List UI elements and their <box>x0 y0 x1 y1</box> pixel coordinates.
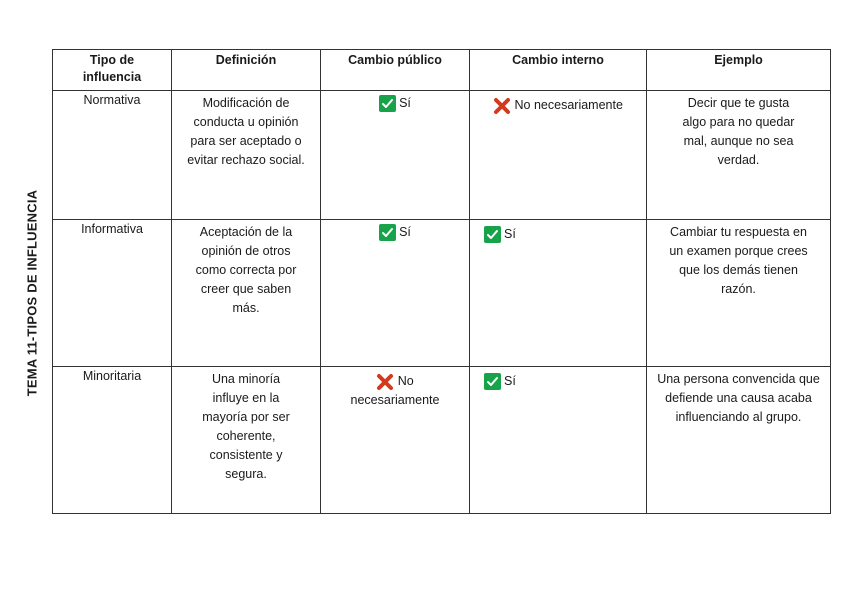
header-internal-change: Cambio interno <box>470 50 647 91</box>
influence-table <box>52 49 831 514</box>
public-change-text: No necesariamente <box>350 374 440 407</box>
internal-change-text: Sí <box>504 227 516 241</box>
cell-type <box>53 220 172 367</box>
cell-public-change <box>321 367 470 514</box>
cell-example <box>647 220 831 367</box>
side-title: TEMA 11-TIPOS DE INFLUENCIA <box>24 189 40 397</box>
public-change-mark <box>379 94 411 113</box>
public-change-mark <box>379 223 411 242</box>
header-type: Tipo de influencia <box>53 50 172 91</box>
type-label: Informativa <box>81 222 143 236</box>
cell-definition <box>172 367 321 514</box>
example-text: Decir que te gusta algo para no quedar mal, aunque no sea verdad. <box>682 96 795 167</box>
cell-definition <box>172 220 321 367</box>
check-icon <box>379 95 396 112</box>
table-row <box>53 91 831 220</box>
type-label: Minoritaria <box>82 369 142 383</box>
cross-icon <box>493 98 514 112</box>
cell-public-change <box>321 220 470 367</box>
type-label: Normativa <box>83 93 141 107</box>
example-text: Cambiar tu respuesta en un examen porque crees que los demás tienen razón. <box>669 225 808 296</box>
cell-type <box>53 91 172 220</box>
cell-public-change <box>321 91 470 220</box>
definition-text: Aceptación de la opinión de otros como correcta por creer que saben más. <box>195 225 297 315</box>
internal-change-text: No necesariamente <box>514 98 623 112</box>
public-change-text: Sí <box>399 96 411 110</box>
example-text: Una persona convencida que defiende una causa acaba influenciando al grupo. <box>657 372 820 424</box>
internal-change-mark <box>484 225 516 244</box>
definition-text: Modificación de conducta u opinión para ser aceptado o evitar rechazo social. <box>187 96 305 167</box>
header-public-change: Cambio público <box>321 50 470 91</box>
definition-text: Una minoría influye en la mayoría por ser coherente, consistente y segura. <box>202 372 290 481</box>
header-example: Ejemplo <box>647 50 831 91</box>
cell-example <box>647 367 831 514</box>
public-change-text: Sí <box>399 225 411 239</box>
check-icon <box>484 226 501 243</box>
internal-change-text: Sí <box>504 374 516 388</box>
check-icon <box>484 373 501 390</box>
check-icon <box>379 224 396 241</box>
table-row <box>53 220 831 367</box>
header-row <box>53 50 831 91</box>
internal-change-mark <box>484 372 516 391</box>
cell-internal-change <box>470 91 647 220</box>
cross-icon <box>376 374 397 388</box>
cell-internal-change <box>470 367 647 514</box>
cell-example <box>647 91 831 220</box>
cell-type <box>53 367 172 514</box>
header-definition: Definición <box>172 50 321 91</box>
cell-internal-change <box>470 220 647 367</box>
cell-definition <box>172 91 321 220</box>
table-row <box>53 367 831 514</box>
